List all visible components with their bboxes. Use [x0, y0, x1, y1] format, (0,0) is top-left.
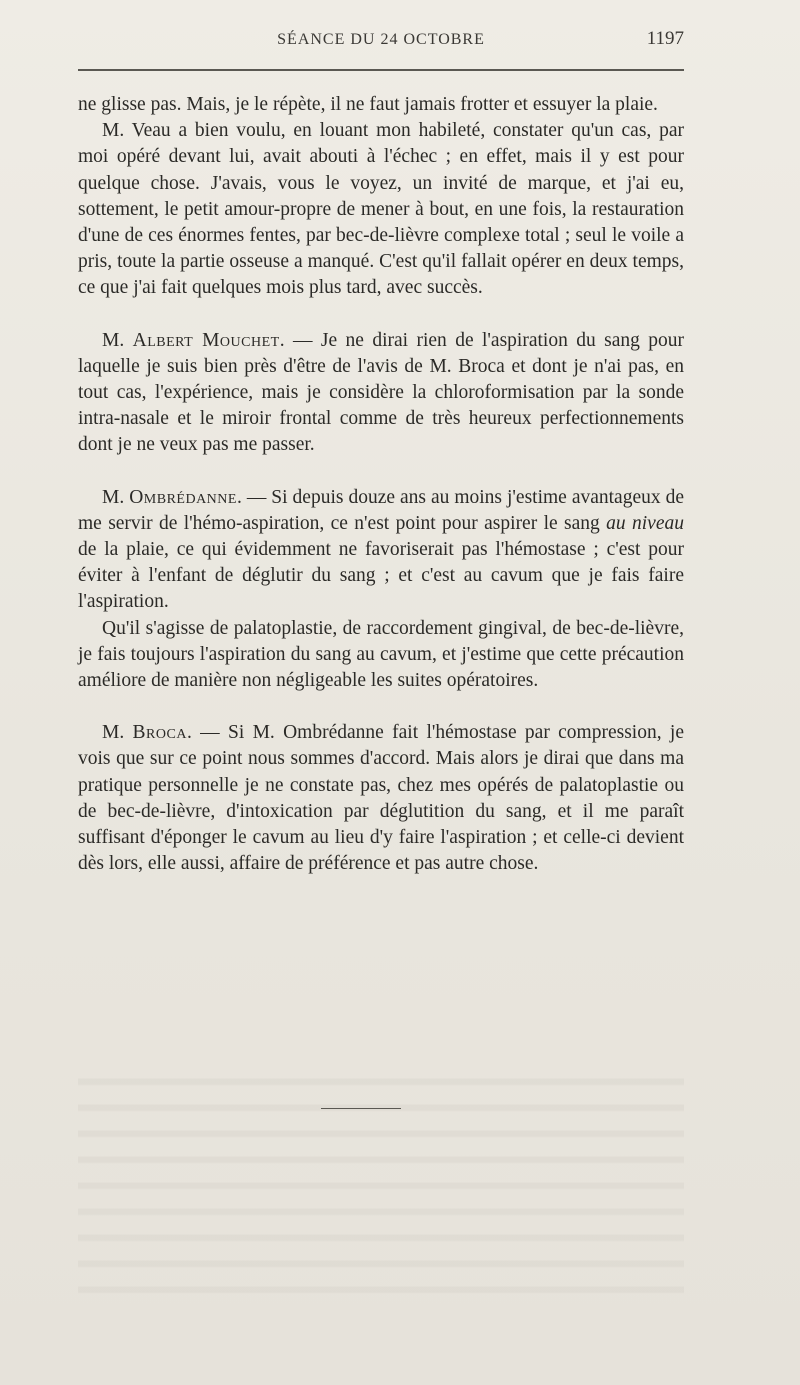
speech-text: . — Je ne dirai rien de l'aspiration du sang pour laquelle je suis bien près d'être de l'avis de M. Broca et dont je n'ai pas, en tout cas, l'expérience, mais je considère la chloroformisation par la sonde intra-nasale et le miroir frontal comme de très heureux perfectionnements dont je ne veux pas me passer.: [78, 329, 685, 456]
speaker-name: Albert Mouchet: [132, 329, 280, 351]
speech-text-continued: de la plaie, ce qui évidemment ne favoriserait pas l'hémostase ; c'est pour éviter à l'enfant de déglutir du sang ; et c'est au cavum que je fais faire l'aspiration.: [78, 539, 684, 613]
italic-phrase: au niveau: [606, 512, 684, 534]
speaker-name: Ombrédanne: [129, 486, 237, 508]
paragraph-ombredanne: [78, 485, 684, 616]
body-text: [78, 92, 684, 877]
page-header: [78, 28, 684, 58]
paragraph-broca: [78, 720, 684, 877]
reverse-side-bleed-through: [78, 1060, 684, 1310]
speech-text: . — Si M. Ombrédanne fait l'hémostase par compression, je vois que sur ce point nous sommes d'accord. Mais alors je dirai que dans ma pratique personnelle je ne constate pas, chez mes opérés de palatoplastie ou de bec-de-lièvre, d'intoxication par déglutition du sang, et il me paraît suffisant d'éponger le cavum au lieu d'y faire l'aspiration ; et celle-ci devient dès lors, elle aussi, affaire de préférence et pas autre chose.: [78, 722, 684, 875]
page-number: 1197: [646, 28, 684, 49]
paragraph-veau-case: M. Veau a bien voulu, en louant mon habileté, constater qu'un cas, par moi opéré devant lui, avait abouti à l'échec ; en effet, mais il y est pour quelque chose. J'avais, vous le voyez, un invité de marque, et j'ai eu, sottement, le petit amour-propre de mener à bout, en une fois, la restauration d'une de ces énormes fentes, par bec-de-lièvre complexe total ; seul le voile a pris, toute la partie osseuse a manqué. C'est qu'il fallait opérer en deux temps, ce que j'ai fait quelques mois plus tard, avec succès.: [78, 120, 684, 299]
header-rule: [78, 69, 684, 71]
running-head: SÉANCE DU 24 OCTOBRE: [277, 31, 485, 48]
speech-text: . — Si depuis douze ans au moins j'estime avantageux de me servir de l'hémo-aspiration, ce n'est point pour aspirer le sang: [78, 486, 684, 534]
speaker-name: Broca: [132, 722, 187, 744]
section-end-rule: [321, 1108, 401, 1109]
speaker-prefix: M.: [102, 486, 130, 508]
paragraph-ombredanne-continued: Qu'il s'agisse de palatoplastie, de raccordement gingival, de bec-de-lièvre, je fais toujours l'aspiration du sang au cavum, et j'estime que cette précaution améliore de manière non négligeable les suites opératoires.: [78, 617, 684, 692]
speaker-prefix: M.: [102, 329, 133, 351]
speaker-prefix: M.: [102, 722, 133, 744]
paragraph-continuation: ne glisse pas. Mais, je le répète, il ne faut jamais frotter et essuyer la plaie.: [78, 94, 658, 115]
paragraph-mouchet: [78, 328, 684, 459]
